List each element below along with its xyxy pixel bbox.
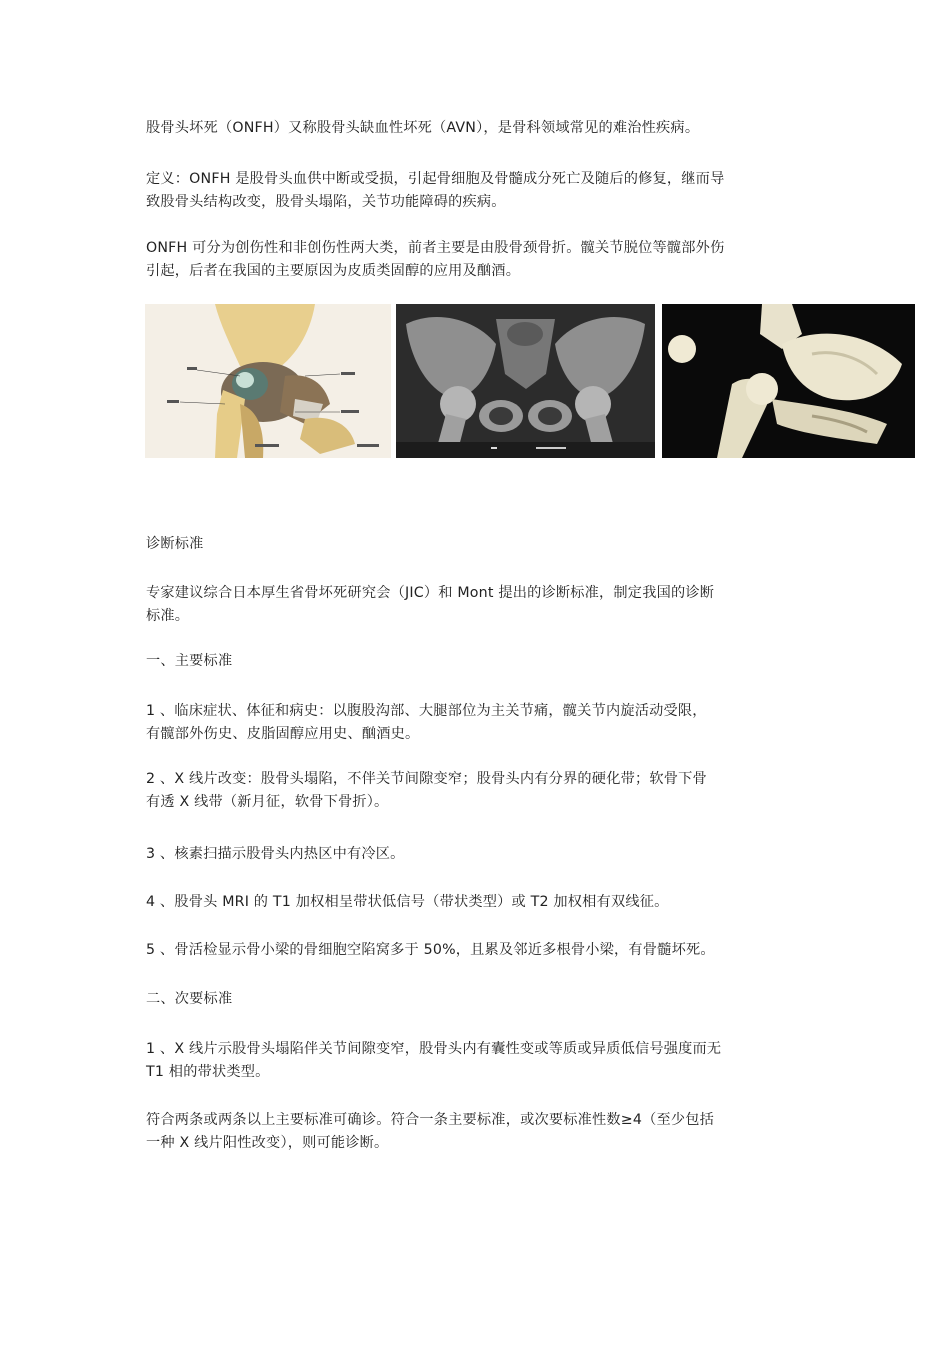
anatomy-illustration-image — [145, 304, 391, 458]
major-criteria-item-2 — [146, 768, 810, 814]
conclusion-paragraph — [146, 1109, 810, 1155]
major-item-1-line-1: 1 、临床症状、体征和病史：以腹股沟部、大腿部位为主关节痛，髋关节内旋活动受限， — [146, 703, 707, 719]
diagnosis-intro-line-2: 标准。 — [146, 608, 190, 624]
classification-paragraph — [146, 237, 810, 283]
intro-paragraph-1 — [146, 117, 810, 140]
minor-criteria-heading — [146, 988, 810, 1011]
conclusion-line-1: 符合两条或两条以上主要标准可确诊。符合一条主要标准，或次要标准性数≥4（至少包括 — [146, 1112, 715, 1128]
classification-line-2: 引起，后者在我国的主要原因为皮质类固醇的应用及酗酒。 — [146, 263, 521, 279]
major-criteria-heading-text: 一、主要标准 — [146, 653, 233, 669]
diagnosis-heading-text: 诊断标准 — [146, 536, 204, 552]
diagnosis-intro-paragraph — [146, 582, 810, 628]
minor-criteria-heading-text: 二、次要标准 — [146, 991, 233, 1007]
major-criteria-heading — [146, 650, 810, 673]
hip-images-figure — [145, 304, 915, 458]
definition-paragraph — [146, 168, 810, 214]
major-item-2-line-1: 2 、X 线片改变：股骨头塌陷，不伴关节间隙变窄；股骨头内有分界的硬化带；软骨下骨 — [146, 771, 707, 787]
major-criteria-item-5 — [146, 939, 810, 962]
diagnosis-heading — [146, 533, 810, 556]
pelvis-xray-image — [396, 304, 655, 458]
conclusion-line-2: 一种 X 线片阳性改变），则可能诊断。 — [146, 1135, 389, 1151]
minor-item-1-line-2: T1 相的带状类型。 — [146, 1064, 270, 1080]
major-criteria-item-4 — [146, 891, 810, 914]
major-item-1-line-2: 有髋部外伤史、皮脂固醇应用史、酗酒史。 — [146, 726, 420, 742]
minor-item-1-line-1: 1 、X 线片示股骨头塌陷伴关节间隙变窄，股骨头内有囊性变或等质或异质低信号强度而无 — [146, 1041, 722, 1057]
major-item-5-line-1: 5 、骨活检显示骨小梁的骨细胞空陷窝多于 50%，且累及邻近多根骨小梁，有骨髓坏死。 — [146, 942, 715, 958]
definition-line-1: 定义：ONFH 是股骨头血供中断或受损，引起骨细胞及骨髓成分死亡及随后的修复，继而导 — [146, 171, 725, 187]
diagnosis-intro-line-1: 专家建议综合日本厚生省骨坏死研究会（JIC）和 Mont 提出的诊断标准，制定我国的诊断 — [146, 585, 715, 601]
minor-criteria-item-1 — [146, 1038, 810, 1084]
intro-p1-text: 股骨头坏死（ONFH）又称股骨头缺血性坏死（AVN），是骨科领域常见的难治性疾病。 — [146, 120, 700, 136]
major-criteria-item-3 — [146, 843, 810, 866]
definition-line-2: 致股骨头结构改变，股骨头塌陷，关节功能障碍的疾病。 — [146, 194, 506, 210]
major-item-2-line-2: 有透 X 线带（新月征，软骨下骨折）。 — [146, 794, 389, 810]
major-item-4-line-1: 4 、股骨头 MRI 的 T1 加权相呈带状低信号（带状类型）或 T2 加权相有双线征。 — [146, 894, 669, 910]
major-criteria-item-1 — [146, 700, 810, 746]
classification-line-1: ONFH 可分为创伤性和非创伤性两大类，前者主要是由股骨颈骨折。髋关节脱位等髋部外伤 — [146, 240, 725, 256]
major-item-3-line-1: 3 、核素扫描示股骨头内热区中有冷区。 — [146, 846, 405, 862]
ct-reconstruction-image — [662, 304, 915, 458]
